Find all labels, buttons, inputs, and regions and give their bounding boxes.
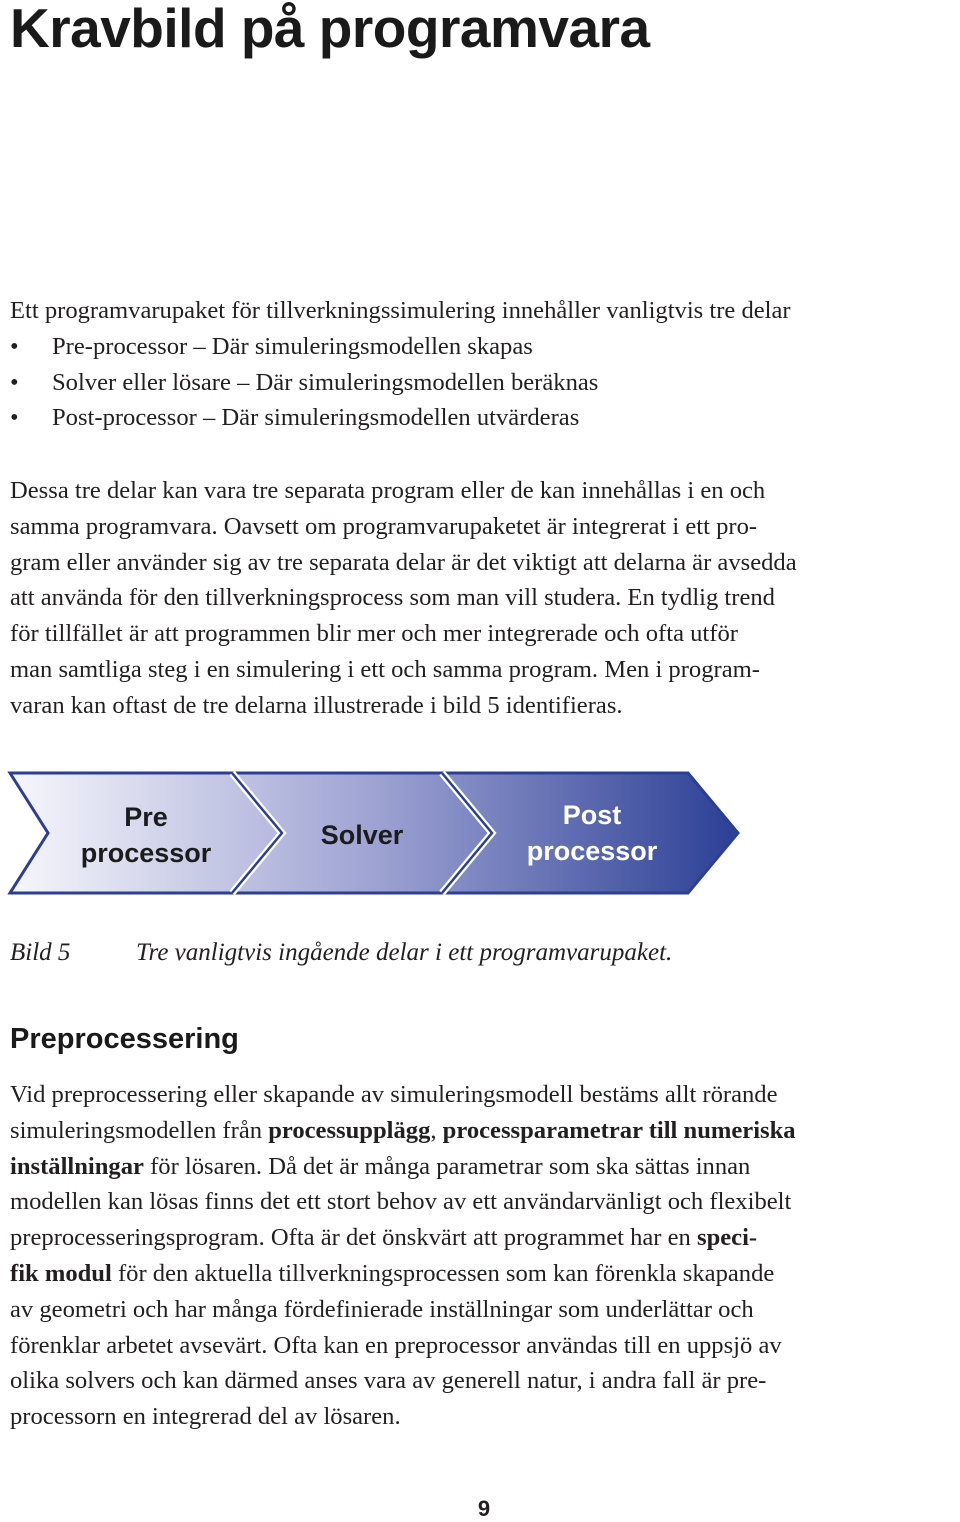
paragraph-line	[10, 1328, 960, 1364]
paragraph-line	[10, 1184, 960, 1220]
stage-solver	[262, 817, 462, 853]
component-list	[10, 329, 598, 436]
stage-label-line: processor	[526, 836, 658, 866]
body-paragraph	[10, 1077, 960, 1435]
bold-term: processparametrar till numeriska	[442, 1116, 796, 1144]
page-title: Kravbild på programvara	[10, 0, 650, 59]
process-chain-diagram	[0, 765, 760, 910]
intro-sentence: Ett programvarupaket för tillverkningssimulering innehåller vanligtvis tre delar	[10, 297, 791, 324]
stage-label-line: Post	[562, 800, 622, 830]
paragraph-line	[10, 1363, 960, 1399]
bold-term: inställningar	[10, 1152, 144, 1180]
paragraph-line: Dessa tre delar kan vara tre separata program eller de kan innehållas i en och	[10, 477, 766, 504]
list-item	[10, 329, 598, 365]
bullet-icon: •	[10, 404, 19, 432]
text-run: för lösaren. Då det är många parametrar som ska sättas innan	[143, 1152, 751, 1180]
body-paragraph	[10, 473, 960, 724]
text-run: Vid preprocessering eller skapande av simuleringsmodell bestäms allt rörande	[10, 1081, 778, 1108]
paragraph-line: för tillfället är att programmen blir mer och mer integrerade och ofta utför	[10, 620, 738, 648]
text-run: för den aktuella tillverkningsprocessen som kan förenkla skapande	[111, 1259, 775, 1287]
paragraph-line	[10, 1292, 960, 1328]
stage-label-line: Solver	[320, 820, 404, 850]
paragraph-line	[10, 1220, 960, 1256]
text-run: av geometri och har många fördefinierade inställningar som underlättar och	[10, 1295, 754, 1323]
text-run: ,	[430, 1116, 443, 1144]
list-item	[10, 365, 598, 401]
bullet-icon: •	[10, 333, 19, 360]
text-run: förenklar arbetet avsevärt. Ofta kan en preprocessor användas till en uppsjö av	[10, 1331, 782, 1359]
stage-label-line: processor	[80, 838, 212, 868]
paragraph-line: att använda för den tillverkningsprocess som man vill studera. En tydlig trend	[10, 584, 775, 612]
paragraph-line: gram eller använder sig av tre separata delar är det viktigt att delarna är avsedda	[10, 548, 797, 576]
section-heading: Preprocessering	[10, 1023, 239, 1055]
paragraph-line: samma programvara. Oavsett om programvarupaketet är integrerat i ett pro-	[10, 512, 758, 540]
list-item-text: Solver eller lösare – Där simuleringsmodellen beräknas	[52, 368, 599, 396]
figure-number: Bild 5	[10, 939, 71, 966]
paragraph-line	[10, 1077, 960, 1113]
paragraph-line	[10, 1113, 960, 1149]
bold-term: processupplägg	[268, 1116, 431, 1144]
paragraph-line: varan kan oftast de tre delarna illustrerade i bild 5 identifieras.	[10, 691, 623, 719]
text-run: simuleringsmodellen från	[10, 1116, 269, 1144]
stage-label-line: Pre	[124, 802, 168, 832]
paragraph-line	[10, 1399, 960, 1435]
text-run: preprocesseringsprogram. Ofta är det önskvärt att programmet har en	[10, 1224, 698, 1252]
bold-term: fik modul	[10, 1259, 112, 1287]
list-item	[10, 400, 598, 436]
text-run: modellen kan lösas finns det ett stort behov av ett användarvänligt och flexibelt	[10, 1188, 792, 1216]
paragraph-line	[10, 1149, 960, 1185]
list-item-text: Post-processor – Där simuleringsmodellen utvärderas	[52, 404, 580, 432]
figure-caption: Tre vanligtvis ingående delar i ett programvarupaket.	[136, 939, 673, 966]
stage-post-processor	[492, 797, 692, 869]
text-run: processorn en integrerad del av lösaren.	[10, 1403, 401, 1431]
page-number: 9	[477, 1496, 491, 1521]
paragraph-line: man samtliga steg i en simulering i ett och samma program. Men i program-	[10, 655, 760, 683]
list-item-text: Pre-processor – Där simuleringsmodellen skapas	[52, 333, 533, 360]
paragraph-line	[10, 1256, 960, 1292]
bullet-icon: •	[10, 368, 19, 396]
bold-term: speci-	[697, 1224, 758, 1252]
stage-pre-processor	[46, 799, 246, 871]
text-run: olika solvers och kan därmed anses vara av generell natur, i andra fall är pre-	[10, 1367, 767, 1395]
